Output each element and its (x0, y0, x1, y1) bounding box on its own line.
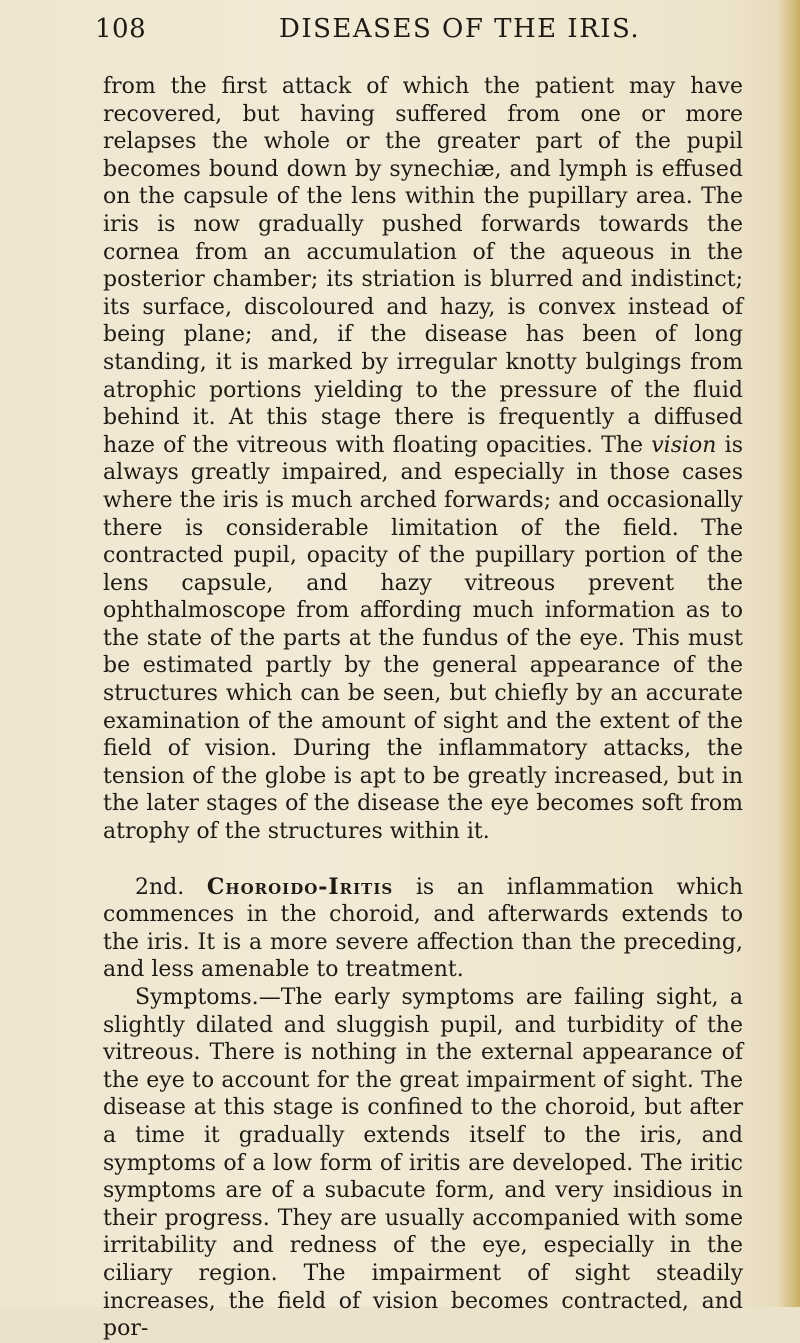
page-number: 108 (95, 14, 147, 44)
paragraph-choroido-iritis (103, 874, 743, 984)
emphasis-vision: vision (651, 432, 717, 458)
paragraph-continuation (103, 73, 743, 846)
paragraph-text: is always greatly impaired, and especially in those cases where the iris is much arched forwards; and occasionally there is considerable limitation of the field. The contracted pupil, opacity of the pupillary portion of the lens capsule, and hazy vitreous prevent the ophthalmoscope from affording much information as to the state of the parts at the fundus of the eye. This must be estimated partly by the general appearance of the structures which can be seen, but chiefly by an accurate examination of the amount of sight and the extent of the field of vision. During the inflammatory attacks, the tension of the globe is apt to be greatly increased, but in the later stages of the disease the eye becomes soft from atrophy of the structures within it. (103, 432, 743, 845)
page-edge (778, 0, 800, 1307)
paragraph-symptoms (103, 984, 743, 1343)
paragraph-text: is an inflammation which commences in the choroid, and afterwards extends to the iris. It is a more severe affection than the preceding, and less amenable to treatment. (103, 874, 743, 983)
symptoms-lead: Symptoms. (135, 985, 259, 1010)
paragraph-text: —The early symptoms are failing sight, a slightly dilated and sluggish pupil, and turbidity of the vitreous. There is nothing in the external appearance of the eye to account for the great impairment of sight. The disease at this stage is confined to the choroid, but after a time it gradually extends itself to the iris, and symptoms of a low form of iritis are developed. The iritic symptoms are of a subacute form, and very insidious in their progress. They are usually accompanied with some irritability and redness of the eye, especially in the ciliary region. The impairment of sight steadily increases, the field of vision becomes contracted, and por- (103, 985, 743, 1342)
paragraph-text: from the first attack of which the patient may have recovered, but having suffered from one or more relapses the whole or the greater part of the pupil becomes bound down by synechiæ, and lymph is effused on the capsule of the lens within the pupillary area. The iris is now gradually pushed forwards towards the cornea from an accumulation of the aqueous in the posterior chamber; its striation is blurred and indistinct; its surface, discoloured and hazy, is convex instead of being plane; and, if the disease has been of long standing, it is marked by irregular knotty bulgings from atrophic portions yielding to the pressure of the fluid behind it. At this stage there is frequently a diffused haze of the vitreous with floating opacities. The (103, 74, 743, 458)
section-heading: Choroido-Iritis (206, 873, 394, 900)
section-number: 2nd. (135, 874, 185, 900)
running-head: DISEASES OF THE IRIS. (279, 14, 641, 44)
page-header (95, 6, 745, 50)
body-text (103, 73, 743, 1343)
